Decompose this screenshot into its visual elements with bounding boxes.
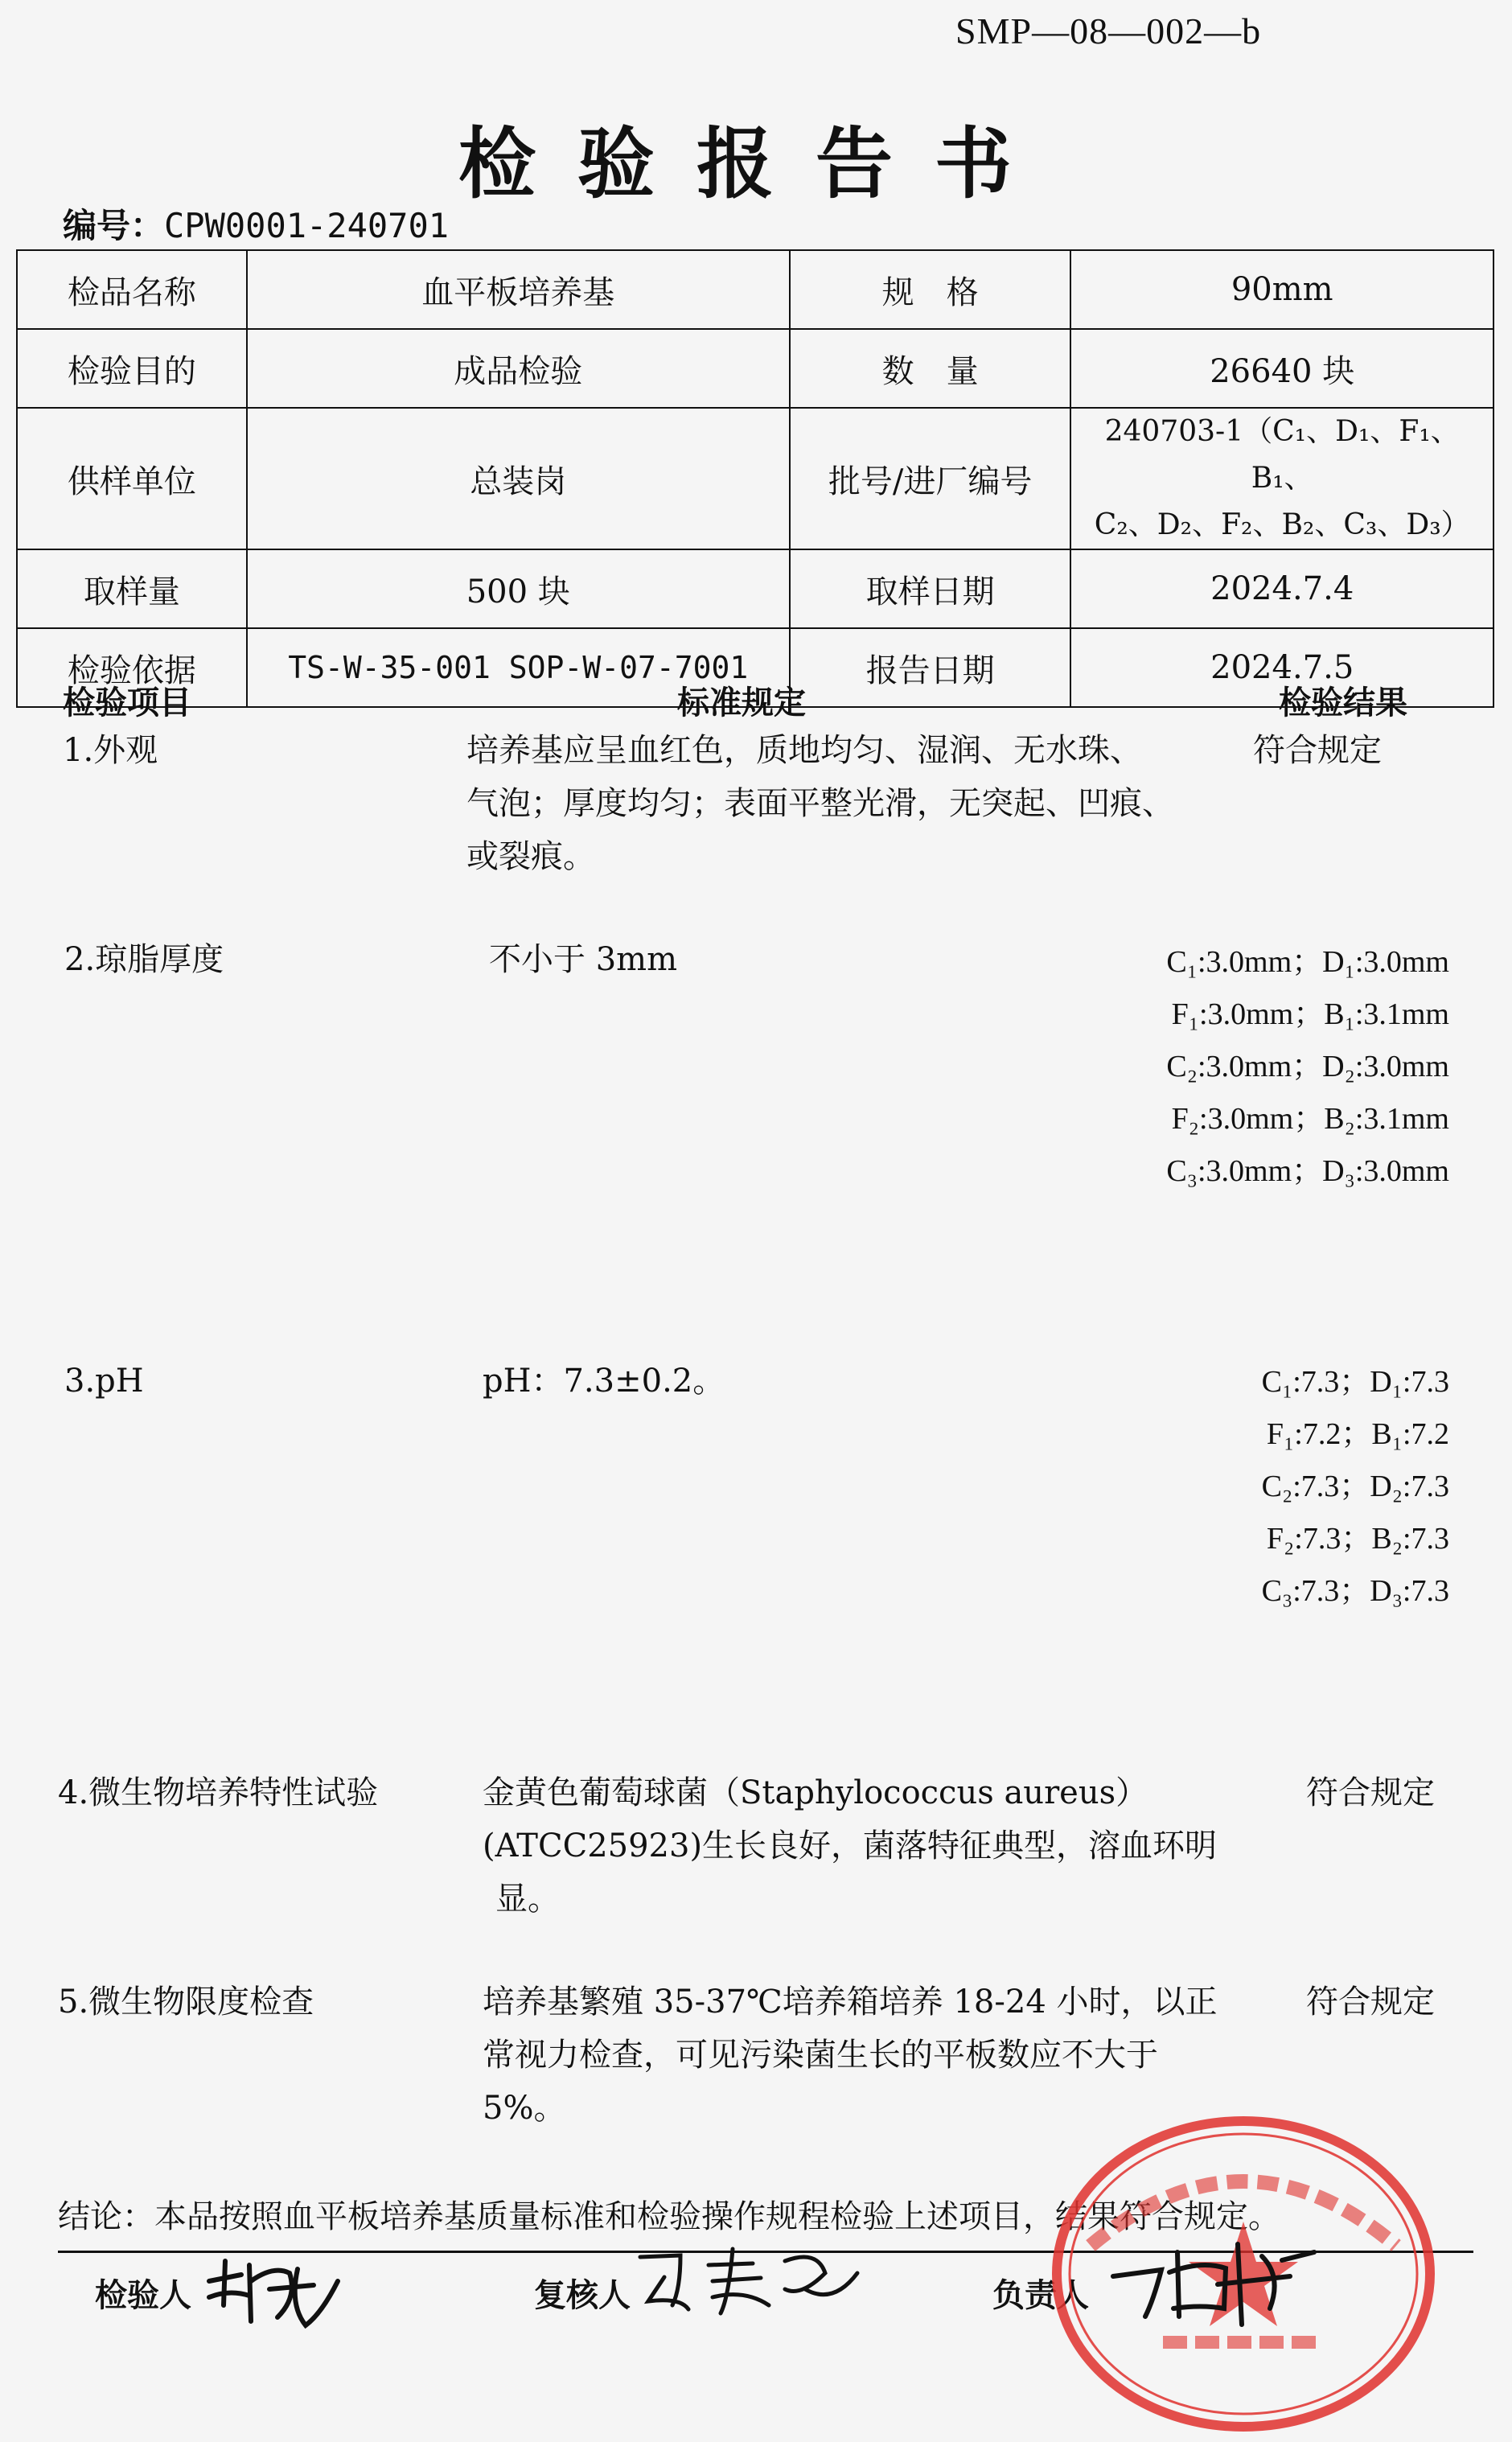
report-title: 检验报告书 xyxy=(458,118,1054,209)
report-number xyxy=(63,199,449,248)
sample-date-value: 2024.7.4 xyxy=(1070,549,1494,628)
item-name: 3.pH xyxy=(64,1363,144,1400)
responsible-label: 负责人 xyxy=(992,2276,1089,2314)
result-line: F₂:7.3；B₂:7.3 xyxy=(1266,1522,1449,1556)
item-name: 5.微生物限度检查 xyxy=(58,1984,314,2021)
supplier-label: 供样单位 xyxy=(17,408,247,549)
product-name-label: 检品名称 xyxy=(17,250,247,329)
document-code: SMP—08—002—b xyxy=(955,10,1262,51)
item-standard: pH：7.3±0.2。 xyxy=(483,1363,725,1400)
basis-label: 检验依据 xyxy=(17,628,247,707)
header-item: 检验项目 xyxy=(63,684,191,722)
report-number-value: CPW0001-240701 xyxy=(164,206,450,245)
standard-line: 培养基繁殖 35-37℃培养箱培养 18-24 小时，以正 xyxy=(483,1984,1218,2021)
standard-line: 气泡；厚度均匀；表面平整光滑，无突起、凹痕、 xyxy=(466,785,1174,822)
basis-value: TS-W-35-001 SOP-W-07-7001 xyxy=(247,628,790,707)
standard-line: 显。 xyxy=(495,1881,560,1918)
sample-qty-label: 取样量 xyxy=(17,549,247,628)
header-result: 检验结果 xyxy=(1279,684,1407,722)
quantity-label: 数 量 xyxy=(790,329,1071,408)
table-row xyxy=(17,329,1494,408)
item-result: 符合规定 xyxy=(1306,1774,1435,1811)
standard-line: 金黄色葡萄球菌（Staphylococcus aureus） xyxy=(483,1774,1148,1811)
report-date-label: 报告日期 xyxy=(790,628,1071,707)
table-row xyxy=(17,408,1494,549)
purpose-value: 成品检验 xyxy=(247,329,790,408)
info-table xyxy=(16,249,1494,708)
report-number-label: 编号： xyxy=(63,206,165,245)
item-standard: 不小于 3mm xyxy=(489,941,678,978)
item-name: 4.微生物培养特性试验 xyxy=(58,1774,379,1811)
batch-line-1: 240703-1（C₁、D₁、F₁、B₁、 xyxy=(1104,415,1460,495)
quantity-value: 26640 块 xyxy=(1070,329,1494,408)
reviewer-signature xyxy=(632,2241,865,2329)
item-results xyxy=(1166,936,1449,1198)
result-line: C₁:3.0mm；D₁:3.0mm xyxy=(1166,945,1449,979)
item-standard xyxy=(466,724,1174,883)
standard-line: 培养基应呈血红色，质地均匀、湿润、无水珠、 xyxy=(466,732,1142,769)
purpose-label: 检验目的 xyxy=(17,329,247,408)
result-line: F₁:3.0mm；B₁:3.1mm xyxy=(1171,997,1449,1031)
sample-date-label: 取样日期 xyxy=(790,549,1071,628)
report-date-value: 2024.7.5 xyxy=(1070,628,1494,707)
table-row xyxy=(17,250,1494,329)
inspector-signature xyxy=(201,2249,346,2337)
item-name: 2.琼脂厚度 xyxy=(64,941,224,978)
conclusion: 结论：本品按照血平板培养基质量标准和检验操作规程检验上述项目，结果符合规定。 xyxy=(58,2198,1280,2235)
product-name-value: 血平板培养基 xyxy=(247,250,790,329)
inspector-label: 检验人 xyxy=(95,2276,191,2314)
result-line: F₂:3.0mm；B₂:3.1mm xyxy=(1171,1102,1449,1136)
result-line: C₃:3.0mm；D₃:3.0mm xyxy=(1166,1154,1449,1188)
standard-line: 或裂痕。 xyxy=(466,838,595,875)
item-name: 1.外观 xyxy=(63,732,158,769)
batch-value xyxy=(1070,408,1494,549)
item-result: 符合规定 xyxy=(1253,732,1382,769)
item-results xyxy=(1262,1356,1449,1618)
spec-label: 规 格 xyxy=(790,250,1071,329)
result-line: C₁:7.3；D₁:7.3 xyxy=(1261,1365,1449,1399)
supplier-value: 总装岗 xyxy=(247,408,790,549)
item-standard xyxy=(483,1766,1217,1926)
batch-line-2: C₂、D₂、F₂、B₂、C₃、D₃） xyxy=(1094,508,1470,541)
standard-line: (ATCC25923)生长良好，菌落特征典型，溶血环明 xyxy=(483,1827,1218,1864)
standard-line: 5%。 xyxy=(483,2090,566,2127)
spec-value: 90mm xyxy=(1070,250,1494,329)
result-line: C₃:7.3；D₃:7.3 xyxy=(1261,1574,1449,1608)
result-line: C₂:7.3；D₂:7.3 xyxy=(1261,1470,1449,1503)
result-line: F₁:7.2；B₁:7.2 xyxy=(1266,1417,1449,1451)
responsible-signature xyxy=(1097,2228,1338,2333)
standard-line: 常视力检查，可见污染菌生长的平板数应不大于 xyxy=(483,2037,1158,2074)
sample-qty-value: 500 块 xyxy=(247,549,790,628)
result-line: C₂:3.0mm；D₂:3.0mm xyxy=(1166,1050,1449,1083)
table-row xyxy=(17,549,1494,628)
batch-label: 批号/进厂编号 xyxy=(790,408,1071,549)
item-result: 符合规定 xyxy=(1306,1984,1435,2021)
header-standard: 标准规定 xyxy=(677,684,806,722)
reviewer-label: 复核人 xyxy=(534,2276,631,2314)
